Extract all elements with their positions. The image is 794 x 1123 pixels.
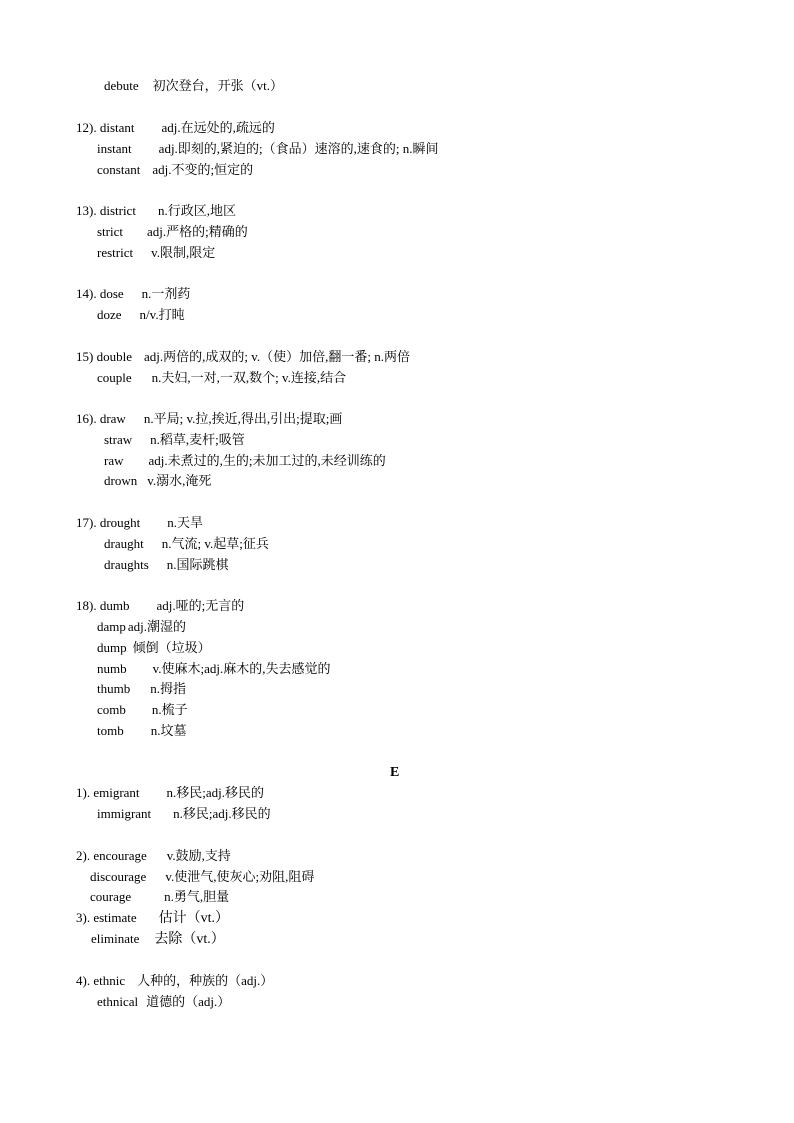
entry-line [97,245,215,261]
entry-word: comb [97,702,126,717]
entry-line [104,557,229,573]
entry-line [104,78,283,94]
entry-word: 2). encourage [76,848,147,863]
entry-def: 人种的，种族的（adj.） [137,973,274,988]
entry-line [97,640,211,656]
entry-line [90,889,229,905]
entry-def: adj.两倍的,成双的; v.（使）加倍,翻一番; n.两倍 [143,349,410,364]
entry-def: n.勇气,胆量 [164,889,230,904]
entry-def: adj.在远处的,疏远的 [161,120,275,135]
entry-line [97,619,186,635]
entry-def: n.夫妇,一对,一双,数个; v.连接,结合 [151,370,347,385]
entry-def: v.使麻木;adj.麻木的,失去感觉的 [152,661,331,676]
entry-word: 3). estimate [76,910,137,925]
entry-line [97,806,271,822]
entry-word: 4). ethnic [76,973,126,988]
entry-def: 倾倒（垃圾） [132,640,211,655]
entry-def: adj.哑的;无言的 [156,598,245,613]
entry-word: strict [97,224,123,239]
entry-def: v.鼓励,支持 [166,848,231,863]
entry-line [76,411,342,427]
entry-def: n/v.打盹 [139,307,185,322]
entry-word: immigrant [97,806,152,821]
entry-line [97,141,439,157]
entry-line [76,349,410,365]
entry-line [76,120,275,136]
entry-word: ethnical [97,994,139,1009]
entry-line [90,869,314,885]
entry-line [97,224,248,240]
entry-line [104,536,269,552]
entry-def: n.移民;adj.移民的 [166,785,265,800]
section-heading: E [390,765,400,780]
entry-def: n.气流; v.起草;征兵 [161,536,269,551]
entry-word: draught [104,536,144,551]
entry-line [76,515,203,531]
entry-line [97,370,346,386]
entry-word: constant [97,162,141,177]
entry-def: n.移民;adj.移民的 [173,806,271,821]
entry-line [76,848,231,864]
entry-word: 13). district [76,203,136,218]
entry-def: 道德的（adj.） [146,994,231,1009]
entry-word: draughts [104,557,149,572]
entry-line [97,723,187,739]
entry-line [97,681,186,697]
entry-word: thumb [97,681,131,696]
entry-def: n.稻草,麦杆;吸管 [150,432,245,447]
entry-def: n.平局; v.拉,挨近,得出,引出;提取;画 [143,411,343,426]
entry-word: doze [97,307,122,322]
entry-line [104,432,245,448]
entry-word: restrict [97,245,134,260]
entry-line [76,785,264,801]
entry-line [76,203,236,219]
entry-def: v.溺水,淹死 [147,473,212,488]
entry-line [97,162,253,178]
entry-def: n.拇指 [150,681,186,696]
entry-def: 估计（vt.） [158,911,230,926]
entry-def: 初次登台，开张（vt.） [152,78,284,93]
entry-def: n.行政区,地区 [157,203,236,218]
entry-def: adj.不变的;恒定的 [152,162,254,177]
entry-word: numb [97,661,127,676]
entry-def: adj.即刻的,紧迫的;（食品）速溶的,速食的; n.瞬间 [158,141,439,156]
entry-line [97,307,185,323]
entry-word: couple [97,370,132,385]
entry-line [97,702,188,718]
entry-line [104,473,211,489]
entry-line [104,453,386,469]
entry-def: adj.潮湿的 [127,619,187,634]
entry-def: n.梳子 [151,702,188,717]
entry-word: eliminate [91,931,140,946]
entry-word: 15) double [76,349,132,364]
entry-def: n.坟墓 [150,723,187,738]
entry-word: 16). draw [76,411,126,426]
entry-word: courage [90,889,132,904]
entry-line [97,994,230,1010]
entry-word: 14). dose [76,286,124,301]
entry-word: 18). dumb [76,598,130,613]
entry-def: adj.严格的;精确的 [147,224,248,239]
entry-def: n.国际跳棋 [166,557,229,572]
entry-line [91,931,225,948]
entry-word: instant [97,141,132,156]
entry-word: 1). emigrant [76,785,140,800]
entry-def: adj.未煮过的,生的;未加工过的,未经训练的 [148,453,386,468]
entry-line [76,286,190,302]
entry-word: damp [97,619,126,634]
entry-def: 去除（vt.） [154,932,225,947]
entry-word: discourage [90,869,147,884]
entry-word: debute [104,78,139,93]
entry-line [76,910,229,927]
entry-def: n.一剂药 [141,286,191,301]
entry-word: 17). drought [76,515,141,530]
entry-word: 12). distant [76,120,135,135]
entry-line [76,973,273,989]
entry-line [76,598,244,614]
entry-def: v.限制,限定 [151,245,216,260]
entry-word: dump [97,640,127,655]
entry-line [97,661,331,677]
entry-def: n.天旱 [167,515,204,530]
entry-word: raw [104,453,124,468]
entry-def: v.使泄气,使灰心;劝阻,阻碍 [165,869,315,884]
entry-word: straw [104,432,133,447]
entry-word: tomb [97,723,124,738]
entry-word: drown [104,473,138,488]
